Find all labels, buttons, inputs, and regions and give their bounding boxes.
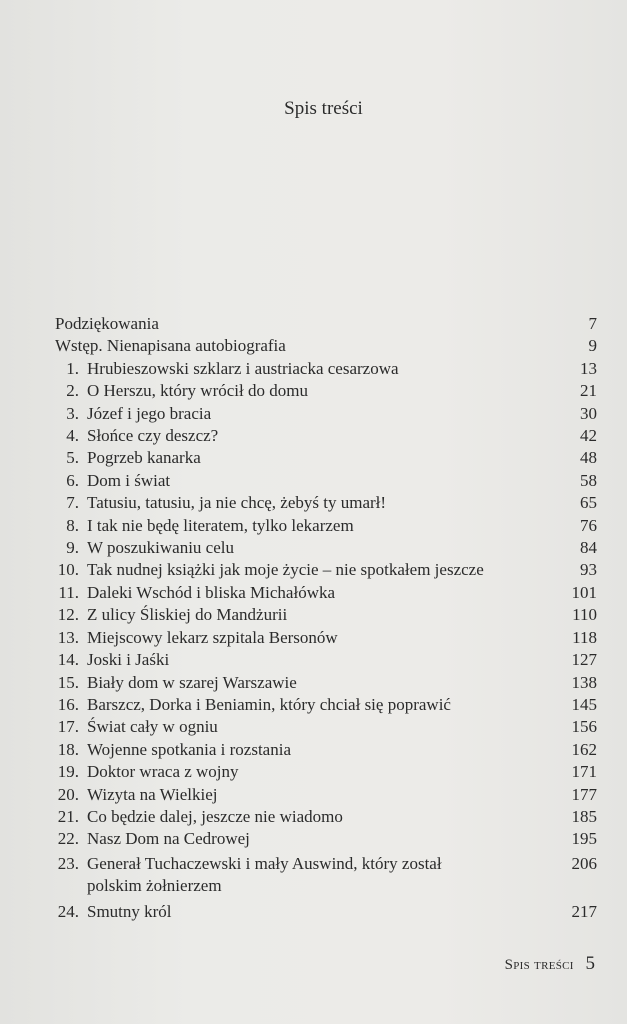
entry-page-number: 177: [571, 784, 597, 804]
entry-title: Z ulicy Śliskiej do Mandżurii: [87, 605, 288, 625]
entry-page-number: 206: [571, 853, 597, 873]
toc-chapter-entry: [47, 761, 597, 783]
entry-page-number: 145: [571, 694, 597, 714]
table-of-contents: [47, 313, 597, 923]
chapter-number: 13.: [57, 627, 79, 647]
entry-page-number: 30: [580, 403, 597, 423]
chapter-number: 20.: [57, 784, 79, 804]
entry-page-number: 156: [571, 717, 597, 737]
entry-title: Podziękowania: [55, 314, 159, 333]
entry-page-number: 48: [580, 448, 597, 468]
entry-title: O Herszu, który wrócił do domu: [87, 381, 308, 401]
toc-chapter-entry: [47, 901, 597, 923]
toc-chapter-entry: [47, 716, 597, 738]
entry-page-number: 42: [580, 426, 597, 446]
toc-chapter-entry: [47, 515, 597, 537]
chapter-number: 1.: [66, 358, 79, 378]
toc-chapter-entry: [47, 828, 597, 850]
entry-title: Wizyta na Wielkiej: [87, 784, 218, 804]
toc-chapter-entry: [47, 627, 597, 649]
entry-page-number: 110: [572, 605, 597, 625]
toc-chapter-entry: [47, 380, 597, 402]
chapter-number: 23.: [57, 853, 79, 873]
entry-page-number: 171: [571, 762, 597, 782]
entry-title: Hrubieszowski szklarz i austriacka cesarzowa: [87, 358, 399, 378]
toc-chapter-entry: [47, 806, 597, 828]
footer-section-label: Spis treści: [504, 957, 574, 973]
toc-chapter-entry: [47, 853, 597, 897]
toc-chapter-entry: [47, 694, 597, 716]
chapter-number: 2.: [66, 381, 79, 401]
entry-title: Józef i jego bracia: [87, 403, 212, 423]
chapter-number: 15.: [57, 672, 79, 692]
entry-title: Co będzie dalej, jeszcze nie wiadomo: [87, 806, 343, 826]
chapter-number: 16.: [57, 694, 79, 714]
entry-title: Słońce czy deszcz?: [87, 426, 219, 446]
chapter-number: 9.: [66, 538, 79, 558]
chapter-number: 4.: [66, 426, 79, 446]
entry-page-number: 65: [580, 493, 597, 513]
chapter-number: 17.: [57, 717, 79, 737]
entry-title: Miejscowy lekarz szpitala Bersonów: [87, 627, 338, 647]
entry-page-number: 76: [580, 515, 597, 535]
footer-page-number: 5: [585, 953, 595, 974]
chapter-number: 12.: [57, 605, 79, 625]
chapter-number: 24.: [57, 901, 79, 921]
entry-page-number: 84: [580, 538, 597, 558]
toc-chapter-entry: [47, 582, 597, 604]
chapter-number: 7.: [66, 493, 79, 513]
toc-chapter-entry: [47, 492, 597, 514]
toc-chapter-entry: [47, 358, 597, 380]
toc-chapter-entry: [47, 403, 597, 425]
entry-title: Wstęp. Nienapisana autobiografia: [55, 336, 286, 356]
entry-page-number: 58: [580, 470, 597, 490]
entry-page-number: 162: [571, 739, 597, 759]
entry-title: Doktor wraca z wojny: [87, 762, 239, 782]
chapter-number: 11.: [58, 582, 79, 602]
entry-title: Joski i Jaśki: [87, 650, 170, 670]
chapter-number: 10.: [57, 560, 79, 580]
toc-chapter-entry: [47, 447, 597, 469]
entry-page-number: 21: [580, 381, 597, 401]
entry-title: Nasz Dom na Cedrowej: [87, 829, 250, 849]
chapter-number: 5.: [66, 448, 79, 468]
toc-chapter-entry: [47, 672, 597, 694]
entry-page-number: 7: [588, 314, 597, 333]
entry-page-number: 217: [571, 901, 597, 921]
entry-page-number: 101: [571, 582, 597, 602]
chapter-number: 6.: [66, 470, 79, 490]
toc-chapter-entry: [47, 739, 597, 761]
entry-title: Tak nudnej książki jak moje życie – nie spotkałem jeszcze: [87, 560, 484, 580]
entry-title: I tak nie będę literatem, tylko lekarzem: [87, 515, 354, 535]
entry-title: Pogrzeb kanarka: [87, 448, 201, 468]
toc-front-matter-entry: [47, 313, 597, 335]
entry-title: Generał Tuchaczewski i mały Auswind, który został polskim żołnierzem: [87, 853, 442, 895]
chapter-number: 21.: [57, 806, 79, 826]
entry-page-number: 195: [571, 829, 597, 849]
toc-chapter-entry: [47, 559, 597, 581]
running-footer: [505, 953, 595, 975]
chapter-number: 18.: [57, 739, 79, 759]
entry-title: Dom i świat: [87, 470, 171, 490]
entry-page-number: 185: [571, 806, 597, 826]
entry-title: Biały dom w szarej Warszawie: [87, 672, 297, 692]
chapter-number: 3.: [66, 403, 79, 423]
toc-chapter-entry: [47, 784, 597, 806]
entry-title: Barszcz, Dorka i Beniamin, który chciał się poprawić: [87, 694, 451, 714]
entry-title: Daleki Wschód i bliska Michałówka: [87, 582, 336, 602]
chapter-number: 14.: [57, 650, 79, 670]
entry-page-number: 13: [580, 358, 597, 378]
entry-page-number: 93: [580, 560, 597, 580]
toc-chapter-entry: [47, 604, 597, 626]
entry-page-number: 138: [571, 672, 597, 692]
toc-chapter-entry: [47, 537, 597, 559]
page-title: Spis treści: [284, 98, 363, 119]
entry-title: Smutny król: [87, 901, 172, 921]
toc-chapter-entry: [47, 425, 597, 447]
entry-title: W poszukiwaniu celu: [87, 538, 234, 558]
toc-chapter-entry: [47, 470, 597, 492]
chapter-number: 8.: [66, 515, 79, 535]
entry-title: Świat cały w ogniu: [87, 717, 218, 737]
chapter-number: 22.: [57, 829, 79, 849]
toc-front-matter-entry: [47, 335, 597, 357]
entry-page-number: 9: [588, 336, 597, 356]
toc-chapter-entry: [47, 649, 597, 671]
entry-page-number: 118: [572, 627, 597, 647]
entry-title: Tatusiu, tatusiu, ja nie chcę, żebyś ty umarł!: [87, 493, 387, 513]
entry-page-number: 127: [571, 650, 597, 670]
chapter-number: 19.: [57, 762, 79, 782]
entry-title: Wojenne spotkania i rozstania: [87, 739, 291, 759]
